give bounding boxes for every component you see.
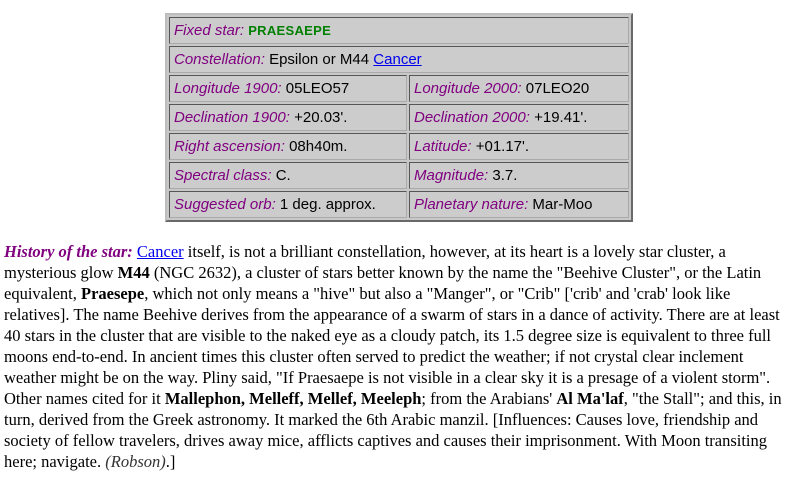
table-row: [169, 191, 629, 218]
latitude-cell: [409, 133, 629, 160]
longitude-2000-label: Longitude 2000:: [414, 80, 522, 97]
right-ascension-label: Right ascension:: [174, 138, 285, 155]
table-row: [169, 162, 629, 189]
magnitude-cell: [409, 162, 629, 189]
fixed-star-value: PRAESAEPE: [248, 23, 332, 38]
right-ascension-cell: [169, 133, 407, 160]
suggested-orb-cell: [169, 191, 407, 218]
history-bold-praesepe: Praesepe: [80, 284, 145, 303]
table-row: [169, 17, 629, 44]
history-cancer-link[interactable]: Cancer: [136, 242, 184, 261]
latitude-label: Latitude:: [414, 138, 472, 155]
magnitude-value: 3.7.: [492, 167, 518, 184]
declination-2000-value: +19.41'.: [534, 109, 588, 126]
declination-2000-label: Declination 2000:: [414, 109, 530, 126]
longitude-1900-value: 05LEO57: [285, 80, 350, 97]
longitude-2000-value: 07LEO20: [525, 80, 590, 97]
declination-2000-cell: [409, 104, 629, 131]
source-citation: (Robson): [105, 452, 166, 471]
suggested-orb-label: Suggested orb:: [174, 196, 276, 213]
spectral-class-value: C.: [275, 167, 291, 184]
other-text-3: , "the Stall"; and this, in turn, derived from the Greek astronomy. It marked the 6th Arabic manzil. [Influences: Causes love, friendship and society of fellow travelers, drives away mice, afflicts captives and causes their imprisonment. With Moon transiting here; navigate.: [4, 389, 782, 471]
latitude-value: +01.17'.: [475, 138, 530, 155]
constellation-link[interactable]: Cancer: [373, 51, 422, 68]
planetary-nature-value: Mar-Moo: [532, 196, 593, 213]
constellation-label: Constellation:: [174, 51, 265, 68]
constellation-value: Epsilon or M44: [269, 51, 370, 68]
suggested-orb-value: 1 deg. approx.: [279, 196, 376, 213]
planetary-nature-cell: [409, 191, 629, 218]
table-row: [169, 133, 629, 160]
fixed-star-table: [165, 13, 633, 222]
longitude-1900-label: Longitude 1900:: [174, 80, 282, 97]
history-bold-m44: M44: [117, 263, 150, 282]
history-paragraph: [4, 241, 794, 388]
right-ascension-value: 08h40m.: [289, 138, 348, 155]
fixed-star-label: Fixed star:: [174, 22, 245, 39]
declination-1900-label: Declination 1900:: [174, 109, 290, 126]
declination-1900-value: +20.03'.: [294, 109, 348, 126]
other-bold-names: Mallephon, Melleff, Mellef, Meeleph: [164, 389, 422, 408]
history-label: History of the star:: [4, 242, 133, 261]
table-row: [169, 75, 629, 102]
fixed-star-cell: [169, 17, 629, 44]
other-names-paragraph: [4, 388, 794, 472]
other-bold-almalaf: Al Ma'laf: [556, 389, 624, 408]
history-text-1: itself, is not a brilliant constellation, however, at its heart is a lovely star cluster, a mysterious glow: [4, 242, 726, 282]
history-text-2: (NGC 2632), a cluster of stars better known by the name the "Beehive Cluster", or the Latin equivalent,: [4, 263, 762, 303]
history-text-3: , which not only means a "hive" but also a "Manger", or "Crib" ['crib' and 'crab' look like relatives]. The name Beehive derives from the appearance of a swarm of stars in a dance of activity. There are at least 40 stars in the cluster that are visible to the naked eye as a cloudy patch, its 1.5 degree size is equivalent to three full moons end-to-end. In ancient times this cluster often served to predict the weather; if not crystal clear inclement weather might be on the way. Pliny said, "If Praesaepe is not visible in a clear sky it is a presage of a violent storm".: [4, 284, 780, 387]
spectral-class-cell: [169, 162, 407, 189]
constellation-cell: [169, 46, 629, 73]
spectral-class-label: Spectral class:: [174, 167, 272, 184]
star-description: [4, 241, 794, 472]
other-text-4: .]: [165, 452, 176, 471]
longitude-1900-cell: [169, 75, 407, 102]
table-row: [169, 46, 629, 73]
table-row: [169, 104, 629, 131]
planetary-nature-label: Planetary nature:: [414, 196, 529, 213]
longitude-2000-cell: [409, 75, 629, 102]
other-text-2: ; from the Arabians': [421, 389, 557, 408]
magnitude-label: Magnitude:: [414, 167, 489, 184]
other-text-1: Other names cited for it: [4, 389, 165, 408]
declination-1900-cell: [169, 104, 407, 131]
